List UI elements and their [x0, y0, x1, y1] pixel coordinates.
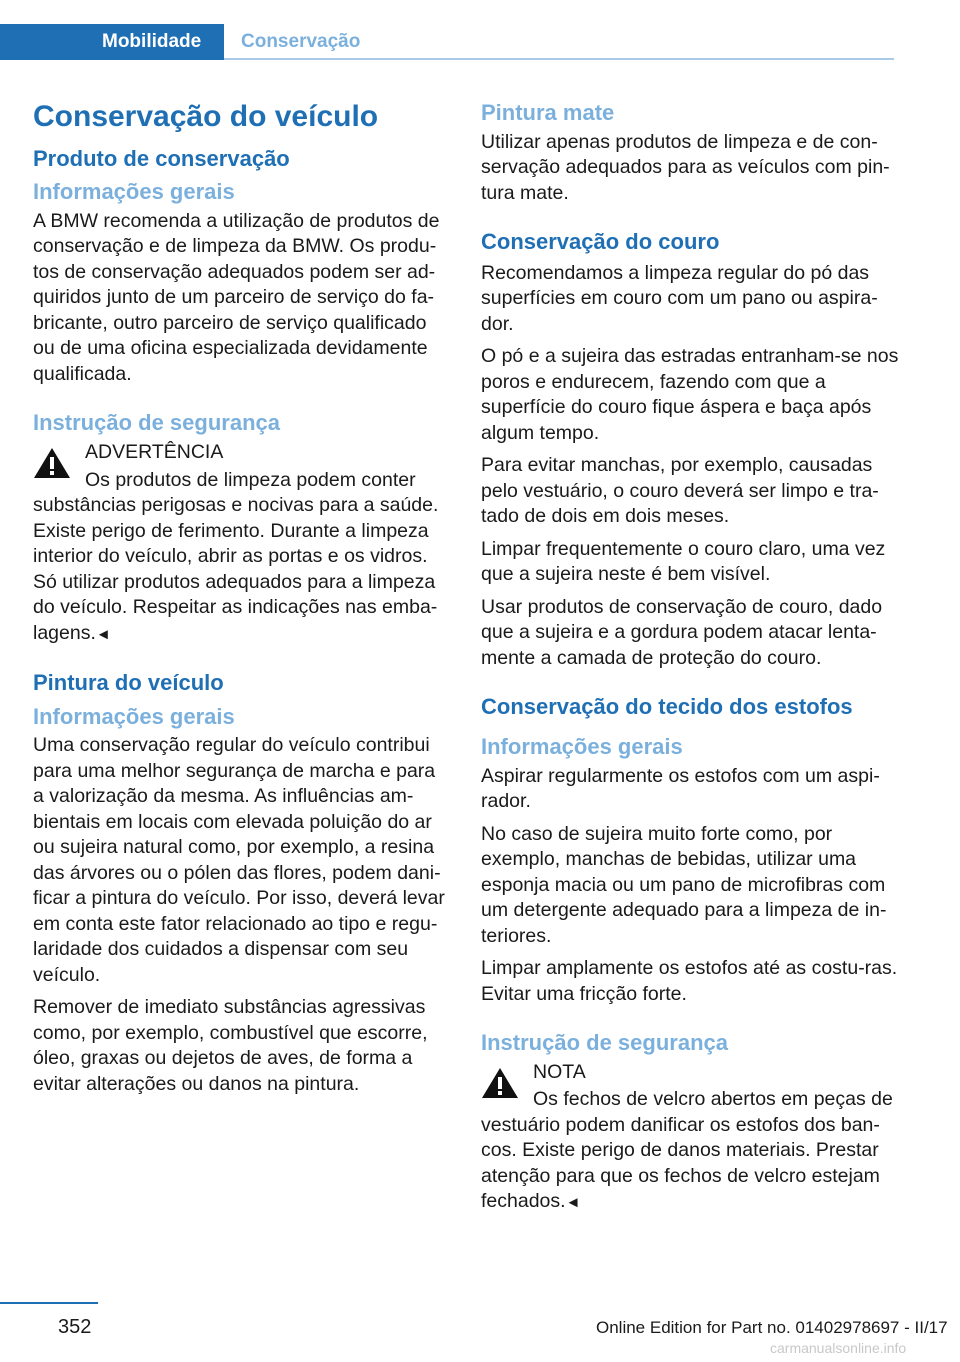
- end-mark: ◄: [95, 625, 111, 643]
- paragraph: Usar produtos de conservação de couro, dado que a sujeira e a gordura podem atacar lenta‐mente a camada de proteção do couro.: [481, 595, 883, 669]
- paragraph: Limpar frequentemente o couro claro, uma vez que a sujeira neste é bem visível.: [481, 537, 886, 586]
- note-label: NOTA: [533, 1060, 586, 1083]
- heading-conservacao-couro: Conservação do couro: [481, 229, 720, 255]
- note-box: [481, 1060, 899, 1216]
- subheading-informacoes-gerais-3: Informações gerais: [481, 734, 683, 760]
- heading-pintura-veiculo: Pintura do veículo: [33, 670, 224, 696]
- paragraph: Aspirar regularmente os estofos com um aspi‐rador.: [481, 764, 880, 813]
- paragraph: Para evitar manchas, por exemplo, causadas pelo vestuário, o couro deverá ser limpo e tra‐tado de dois em dois meses.: [481, 454, 879, 528]
- section-tab-conservacao[interactable]: Conservação: [241, 31, 361, 52]
- paragraph: A BMW recomenda a utilização de produtos de conservação e de limpeza da BMW. Os produ‐tos de conservação adequados podem ser ad‐quiridos junto de um parceiro de serviço do fa‐bricante, outro parceiro de serviço qualificado ou de uma oficina especializada devidamente qualificada.: [33, 209, 440, 385]
- warning-icon: [33, 446, 71, 480]
- end-mark: ◄: [565, 1194, 581, 1212]
- subheading-informacoes-gerais: Informações gerais: [33, 179, 235, 205]
- paragraph: Limpar amplamente os estofos até as costu‐ras. Evitar uma fricção forte.: [481, 957, 898, 1005]
- subheading-instrucao-seguranca: Instrução de segurança: [33, 410, 280, 436]
- header-rule: [224, 58, 894, 60]
- subheading-informacoes-gerais-2: Informações gerais: [33, 703, 235, 729]
- subheading-pintura-mate: Pintura mate: [481, 100, 615, 125]
- section-tab-mobilidade[interactable]: Mobilidade: [0, 24, 224, 60]
- page-header: [0, 24, 894, 62]
- paragraph: No caso de sujeira muito forte como, por exemplo, manchas de bebidas, utilizar uma esponja macia ou um pano de microfibras com um detergente adequado para a limpeza de in‐teriores.: [481, 822, 887, 947]
- footer-rule: [0, 1302, 98, 1304]
- warning-box: [33, 440, 451, 647]
- paragraph: Remover de imediato substâncias agressivas como, por exemplo, combustível que escorre, óleo, graxas ou dejetos de aves, de forma a evitar alterações ou danos na pintura.: [33, 996, 428, 1095]
- right-column: [481, 98, 899, 1223]
- heading-tecido-estofos: Conservação do tecido dos estofos: [481, 694, 853, 720]
- warning-icon: [481, 1066, 519, 1100]
- paragraph: O pó e a sujeira das estradas entranham-se nos poros e endurecem, fazendo com que a superfície do couro fique áspera e baça após algum tempo.: [481, 345, 899, 444]
- paragraph: Utilizar apenas produtos de limpeza e de con‐servação adequados para as veículos com pin‐tura mate.: [481, 130, 890, 204]
- paragraph: Uma conservação regular do veículo contribui para uma melhor segurança de marcha e para a valorização da mesma. As influências am‐bientais em locais com elevada poluição do ar ou sujeira natural como, por exemplo, a resina das árvores ou o pólen das flores, podem dani‐ficar a pintura do veículo. Por isso, deverá levar em conta este fator relacionado ao tipo e regu‐laridade dos cuidados a dispensar com seu veículo.: [33, 734, 445, 986]
- note-text: Os fechos de velcro abertos em peças de vestuário podem danificar os estofos dos ban‐cos. Existe perigo de danos materiais. Prestar atenção para que os fechos de velcro estejam fechados.◄: [481, 1088, 893, 1213]
- page-title: Conservação do veículo: [33, 100, 379, 133]
- warning-label: ADVERTÊNCIA: [85, 441, 224, 464]
- page-number: 352: [58, 1316, 92, 1338]
- paragraph: Recomendamos a limpeza regular do pó das superfícies em couro com um pano ou aspira‐dor.: [481, 261, 878, 335]
- heading-produto-conservacao: Produto de conservação: [33, 145, 290, 171]
- watermark: carmanualsonline.info: [770, 1340, 907, 1356]
- edition-info: Online Edition for Part no. 01402978697 - II/17: [596, 1318, 948, 1337]
- left-column: [33, 98, 451, 1104]
- subheading-instrucao-seguranca-2: Instrução de segurança: [481, 1030, 728, 1056]
- warning-text: Os produtos de limpeza podem conter substâncias perigosas e nocivas para a saúde. Existe perigo de ferimento. Durante a limpeza interior do veículo, abrir as portas e os vidros. Só utilizar produtos adequados para a limpeza do veículo. Respeitar as indicações nas emba‐lagens.◄: [33, 468, 439, 644]
